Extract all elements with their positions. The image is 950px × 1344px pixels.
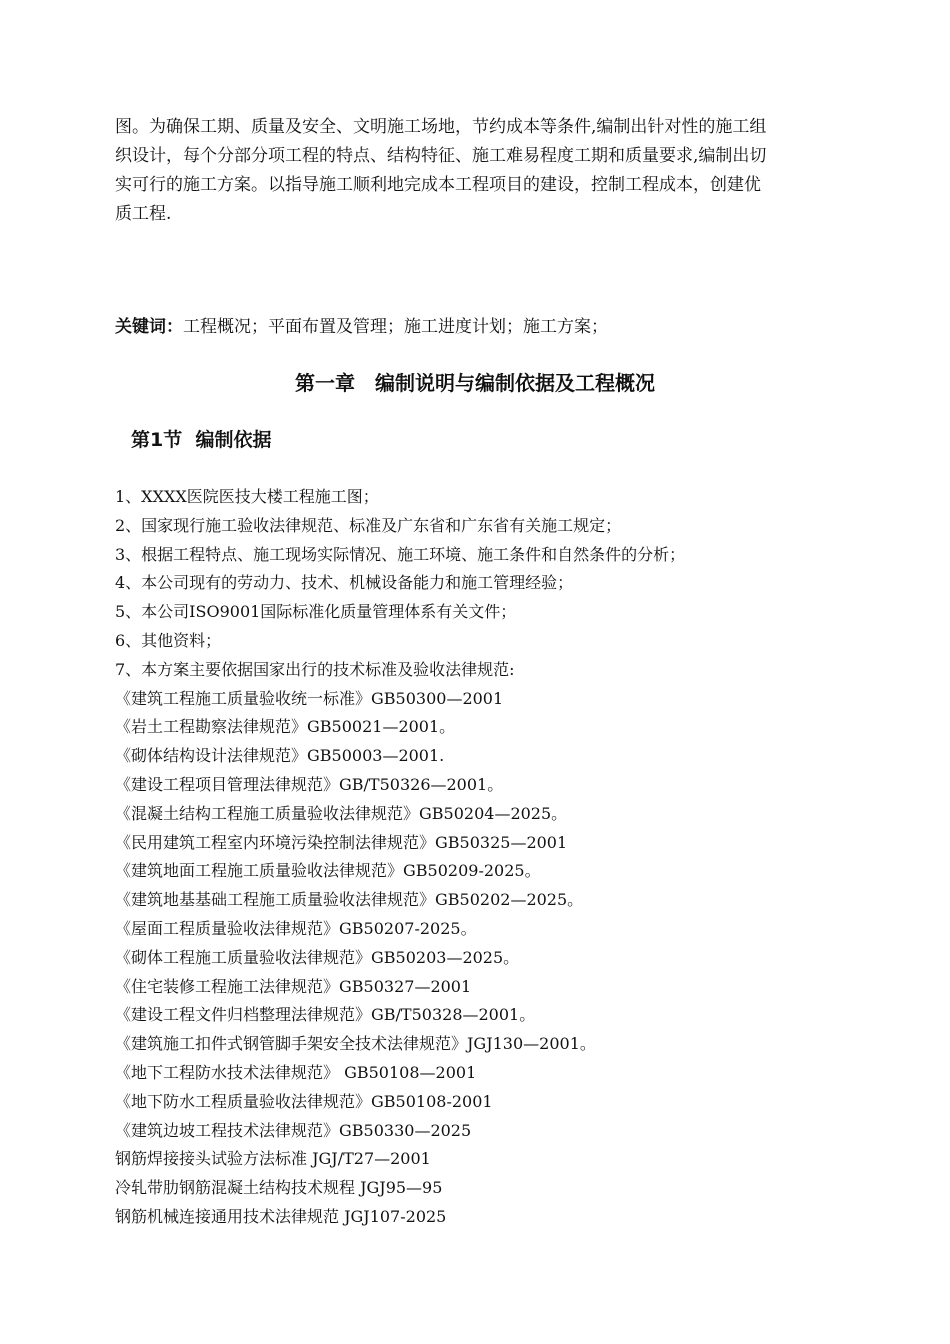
chapter-title: 第一章 编制说明与编制依据及工程概况 (295, 371, 655, 395)
list-item: 《建筑边坡工程技术法律规范》GB50330—2025 (115, 1120, 472, 1140)
list-item: 4、本公司现有的劳动力、技术、机械设备能力和施工管理经验； (115, 573, 574, 593)
list-item: 钢筋焊接接头试验方法标准 JGJ/T27—2001 (115, 1149, 431, 1169)
list-item: 《建筑施工扣件式钢管脚手架安全技术法律规范》JGJ130—2001。 (115, 1034, 596, 1054)
list-item: 2、国家现行施工验收法律规范、标准及广东省和广东省有关施工规定； (115, 515, 622, 535)
section-title: 第1节 编制依据 (131, 429, 272, 451)
basis-list (115, 483, 685, 1232)
intro-line: 实可行的施工方案。以指导施工顺利地完成本工程项目的建设，控制工程成本，创建优 (115, 175, 761, 195)
list-item: 《屋面工程质量验收法律规范》GB50207-2025。 (115, 918, 477, 938)
list-item: 《混凝土结构工程施工质量验收法律规范》GB50204—2025。 (115, 803, 568, 823)
list-item: 《民用建筑工程室内环境污染控制法律规范》GB50325—2001 (115, 832, 568, 852)
intro-line: 图。为确保工期、质量及安全、文明施工场地，节约成本等条件,编制出针对性的施工组 (115, 117, 767, 137)
intro-line: 质工程. (115, 204, 172, 224)
list-item: 《建筑地基基础工程施工质量验收法律规范》GB50202—2025。 (115, 890, 584, 910)
list-item: 《砌体工程施工质量验收法律规范》GB50203—2025。 (115, 947, 520, 967)
list-item: 冷轧带肋钢筋混凝土结构技术规程 JGJ95—95 (115, 1178, 443, 1198)
list-item: 《地下防水工程质量验收法律规范》GB50108-2001 (115, 1091, 493, 1111)
list-item: 《建筑工程施工质量验收统一标准》GB50300—2001 (115, 688, 504, 708)
list-item: 《建设工程文件归档整理法律规范》GB/T50328—2001。 (115, 1005, 536, 1025)
keywords-text: 工程概况；平面布置及管理；施工进度计划；施工方案； (183, 317, 608, 337)
list-item: 5、本公司ISO9001国际标准化质量管理体系有关文件； (115, 602, 517, 622)
intro-paragraph (115, 113, 860, 229)
intro-line: 织设计，每个分部分项工程的特点、结构特征、施工难易程度工期和质量要求,编制出切 (115, 146, 767, 166)
list-item: 1、XXXX医院医技大楼工程施工图； (115, 487, 379, 506)
list-item: 《砌体结构设计法律规范》GB50003—2001. (115, 746, 445, 766)
list-item: 《岩土工程勘察法律规范》GB50021—2001。 (115, 717, 456, 737)
list-item: 3、根据工程特点、施工现场实际情况、施工环境、施工条件和自然条件的分析； (115, 544, 686, 564)
list-item: 《住宅装修工程施工法律规范》GB50327—2001 (115, 976, 472, 996)
keywords-label: 关键词： (115, 317, 183, 337)
list-item: 《建设工程项目管理法律规范》GB/T50326—2001。 (115, 774, 504, 794)
list-item: 6、其他资料； (115, 630, 222, 650)
keywords-line (115, 313, 608, 342)
list-item: 《建筑地面工程施工质量验收法律规范》GB50209-2025。 (115, 861, 541, 881)
list-item: 钢筋机械连接通用技术法律规范 JGJ107-2025 (115, 1206, 447, 1226)
list-item: 7、本方案主要依据国家出行的技术标准及验收法律规范: (115, 659, 515, 679)
list-item: 《地下工程防水技术法律规范》 GB50108—2001 (115, 1062, 477, 1082)
